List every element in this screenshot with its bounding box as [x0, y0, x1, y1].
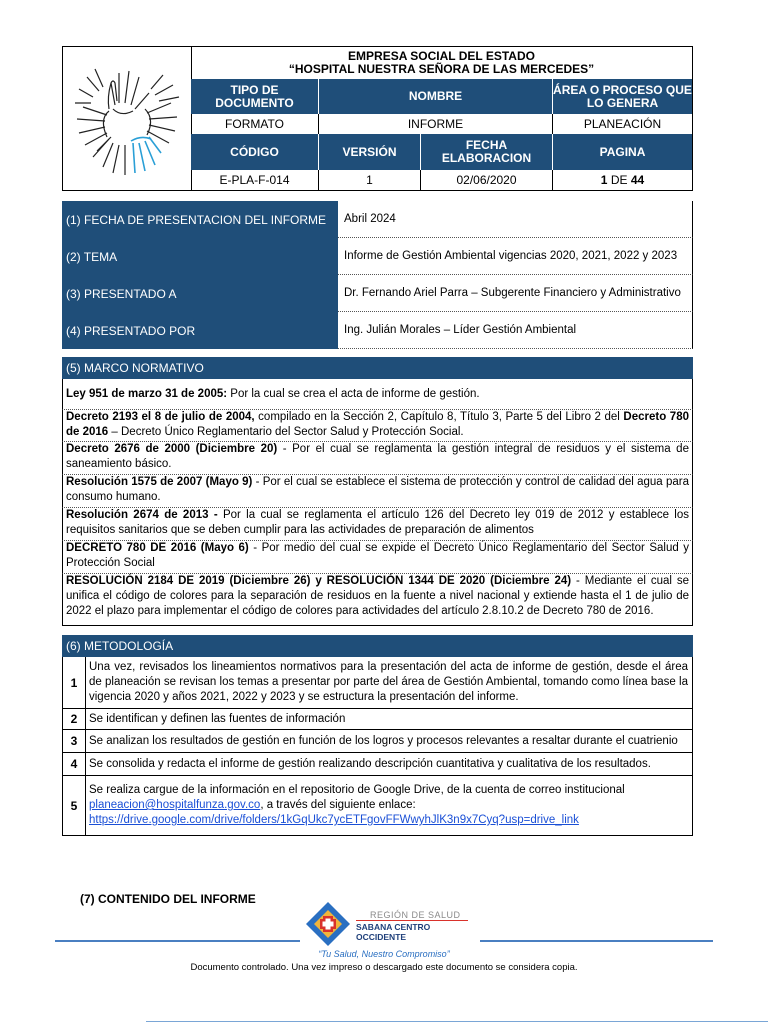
- norma-item: [62, 379, 693, 410]
- val-version: 1: [319, 170, 421, 190]
- logo-line-1: REGIÓN DE SALUD: [370, 910, 461, 920]
- norma-ref: RESOLUCIÓN 2184 DE 2019 (Diciembre 26) y RESOLUCIÓN 1344 DE 2020 (Diciembre 24): [66, 575, 572, 587]
- step-number: 1: [63, 657, 86, 708]
- step-number: 2: [63, 709, 86, 729]
- norma-ref: DECRETO 780 DE 2016 (Mayo 6): [66, 542, 249, 554]
- norma-item: [62, 442, 693, 475]
- metodologia-step: [62, 753, 693, 776]
- footer-note: Documento controlado. Una vez impreso o descargado este documento se considera copia.: [190, 962, 578, 973]
- norma-ref: Ley 951 de marzo 31 de 2005:: [66, 387, 228, 400]
- step-text: Se consolida y redacta el informe de gestión realizando descripción cuantitativa y cualitativa de los resultados.: [89, 757, 651, 770]
- metodologia-step: [62, 730, 693, 753]
- col-pagina: PAGINA: [553, 134, 692, 170]
- hands-logo: [63, 47, 192, 190]
- col-version: VERSIÓN: [319, 134, 421, 170]
- col-codigo: CÓDIGO: [191, 134, 319, 170]
- val-area: PLANEACIÓN: [583, 116, 662, 131]
- norma-ref: Decreto 2676 de 2000 (Diciembre 20): [66, 443, 278, 455]
- norma-item: [62, 541, 693, 574]
- page-number: 1: [600, 172, 608, 187]
- info-label: (1) FECHA DE PRESENTACION DEL INFORME: [62, 201, 338, 238]
- norma-desc: - Por el cual se establece el sistema de protección y control de calidad del agua para consumo humano.: [66, 476, 689, 503]
- step-number: 5: [63, 776, 86, 835]
- norma-item: [62, 508, 693, 541]
- norma-desc: - Mediante el cual se unifica el código de colores para la separación de residuos en la fuente a nivel nacional y extiende hasta el 1 de julio de 2022 el plazo para implementar el código de colores para actividades del artículo 2.8.10.2 de Decreto 780 de 2016.: [66, 575, 689, 617]
- email-link[interactable]: planeacion@hospitalfunza.gov.co: [89, 799, 261, 811]
- metodologia-step: [62, 657, 693, 709]
- info-row-presentado-por: [62, 312, 693, 349]
- info-label: (3) PRESENTADO A: [62, 275, 338, 312]
- step-text: Se analizan los resultados de gestión en función de los logros y procesos relevantes a resaltar durante el cuatrienio: [89, 734, 678, 747]
- val-codigo: E-PLA-F-014: [191, 170, 319, 190]
- norma-ref: Resolución 2674 de 2013 -: [66, 509, 218, 521]
- norma-desc: Por la cual se reglamenta el artículo 126 del Decreto ley 019 de 2012 y establece los requisitos sanitarios que se deben cumplir para las actividades de preparación de alimentos: [66, 509, 689, 536]
- col-fecha: FECHA ELABORACION: [421, 134, 553, 170]
- page-total: 44: [630, 172, 645, 187]
- norma-desc-2: – Decreto Único Reglamentario del Sector Salud y Protección Social.: [108, 426, 464, 438]
- val-pagina: [553, 170, 692, 190]
- health-region-logo: [300, 898, 480, 950]
- metodologia-step: [62, 776, 693, 836]
- logo-rule: [356, 920, 468, 921]
- col-tipo-documento: TIPO DE DOCUMENTO: [191, 79, 319, 114]
- metodologia-title: (6) METODOLOGÍA: [62, 635, 693, 657]
- company-line-1: EMPRESA SOCIAL DEL ESTADO: [348, 49, 535, 63]
- document-header: [62, 46, 693, 191]
- step-number: 3: [63, 730, 86, 752]
- contenido-title: (7) CONTENIDO DEL INFORME: [80, 892, 256, 906]
- norma-item: [62, 475, 693, 508]
- footer-slogan: “Tu Salud, Nuestro Compromiso”: [318, 949, 450, 959]
- norma-ref-2: Decreto 780 de 2016: [66, 411, 689, 438]
- col-nombre: NOMBRE: [319, 79, 553, 114]
- info-value: Abril 2024: [338, 201, 693, 238]
- page-of: DE: [607, 172, 631, 187]
- company-line-2: “HOSPITAL NUESTRA SEÑORA DE LAS MERCEDES”: [288, 62, 595, 76]
- norma-desc: - Por el cual se reglamenta la gestión integral de residuos y el sistema de saneamiento básico.: [66, 443, 689, 470]
- norma-ref: Resolución 1575 de 2007 (Mayo 9): [66, 476, 253, 488]
- norma-desc: compilado en la Sección 2, Capítulo 8, Título 3, Parte 5 del Libro 2 del: [254, 411, 624, 423]
- drive-link[interactable]: https://drive.google.com/drive/folders/1kGqUkc7ycETFgovFFWwyhJlK3n9x7Cyq?usp=drive_link: [89, 814, 579, 826]
- info-label: (4) PRESENTADO POR: [62, 312, 338, 349]
- col-area: ÁREA O PROCESO QUE LO GENERA: [553, 79, 692, 114]
- info-row-presentado-a: [62, 275, 693, 312]
- info-label: (2) TEMA: [62, 238, 338, 275]
- info-value: Dr. Fernando Ariel Parra – Subgerente Financiero y Administrativo: [338, 275, 693, 312]
- info-value: Informe de Gestión Ambiental vigencias 2020, 2021, 2022 y 2023: [338, 238, 693, 275]
- company-title: [191, 47, 692, 79]
- step-text: Se realiza cargue de la información en el repositorio de Google Drive, de la cuenta de correo institucional: [89, 784, 625, 796]
- metodologia-step: [62, 709, 693, 730]
- norma-item: [62, 574, 693, 626]
- norma-ref: Decreto 2193 el 8 de julio de 2004,: [66, 411, 255, 423]
- info-row-tema: [62, 238, 693, 275]
- step-text-tail: , a través del siguiente enlace:: [260, 799, 416, 811]
- page-bottom-line: [146, 1021, 768, 1022]
- step-number: 4: [63, 753, 86, 775]
- norma-item: [62, 410, 693, 442]
- logo-line-2: SABANA CENTRO OCCIDENTE: [356, 922, 431, 942]
- info-row-fecha: [62, 201, 693, 238]
- norma-desc: - Por medio del cual se expide el Decreto Único Reglamentario del Sector Salud y Protección Social: [66, 542, 689, 569]
- norma-desc: Por la cual se crea el acta de informe de gestión.: [227, 387, 480, 400]
- info-value: Ing. Julián Morales – Líder Gestión Ambiental: [338, 312, 693, 349]
- marco-normativo-title: (5) MARCO NORMATIVO: [62, 357, 693, 379]
- step-text: Una vez, revisados los lineamientos normativos para la presentación del acta de informe de gestión, desde el área de planeación se revisan los temas a presentar por parte del área de Gestión Ambiental, tomando como línea base la vigencia 2020 y años 2021, 2022 y 2023 y se estructura la presentación del informe.: [89, 661, 688, 703]
- val-fecha: 02/06/2020: [421, 170, 553, 190]
- val-tipo: FORMATO: [191, 114, 319, 134]
- val-nombre: INFORME: [319, 114, 553, 134]
- step-text: Se identifican y definen las fuentes de información: [89, 712, 346, 725]
